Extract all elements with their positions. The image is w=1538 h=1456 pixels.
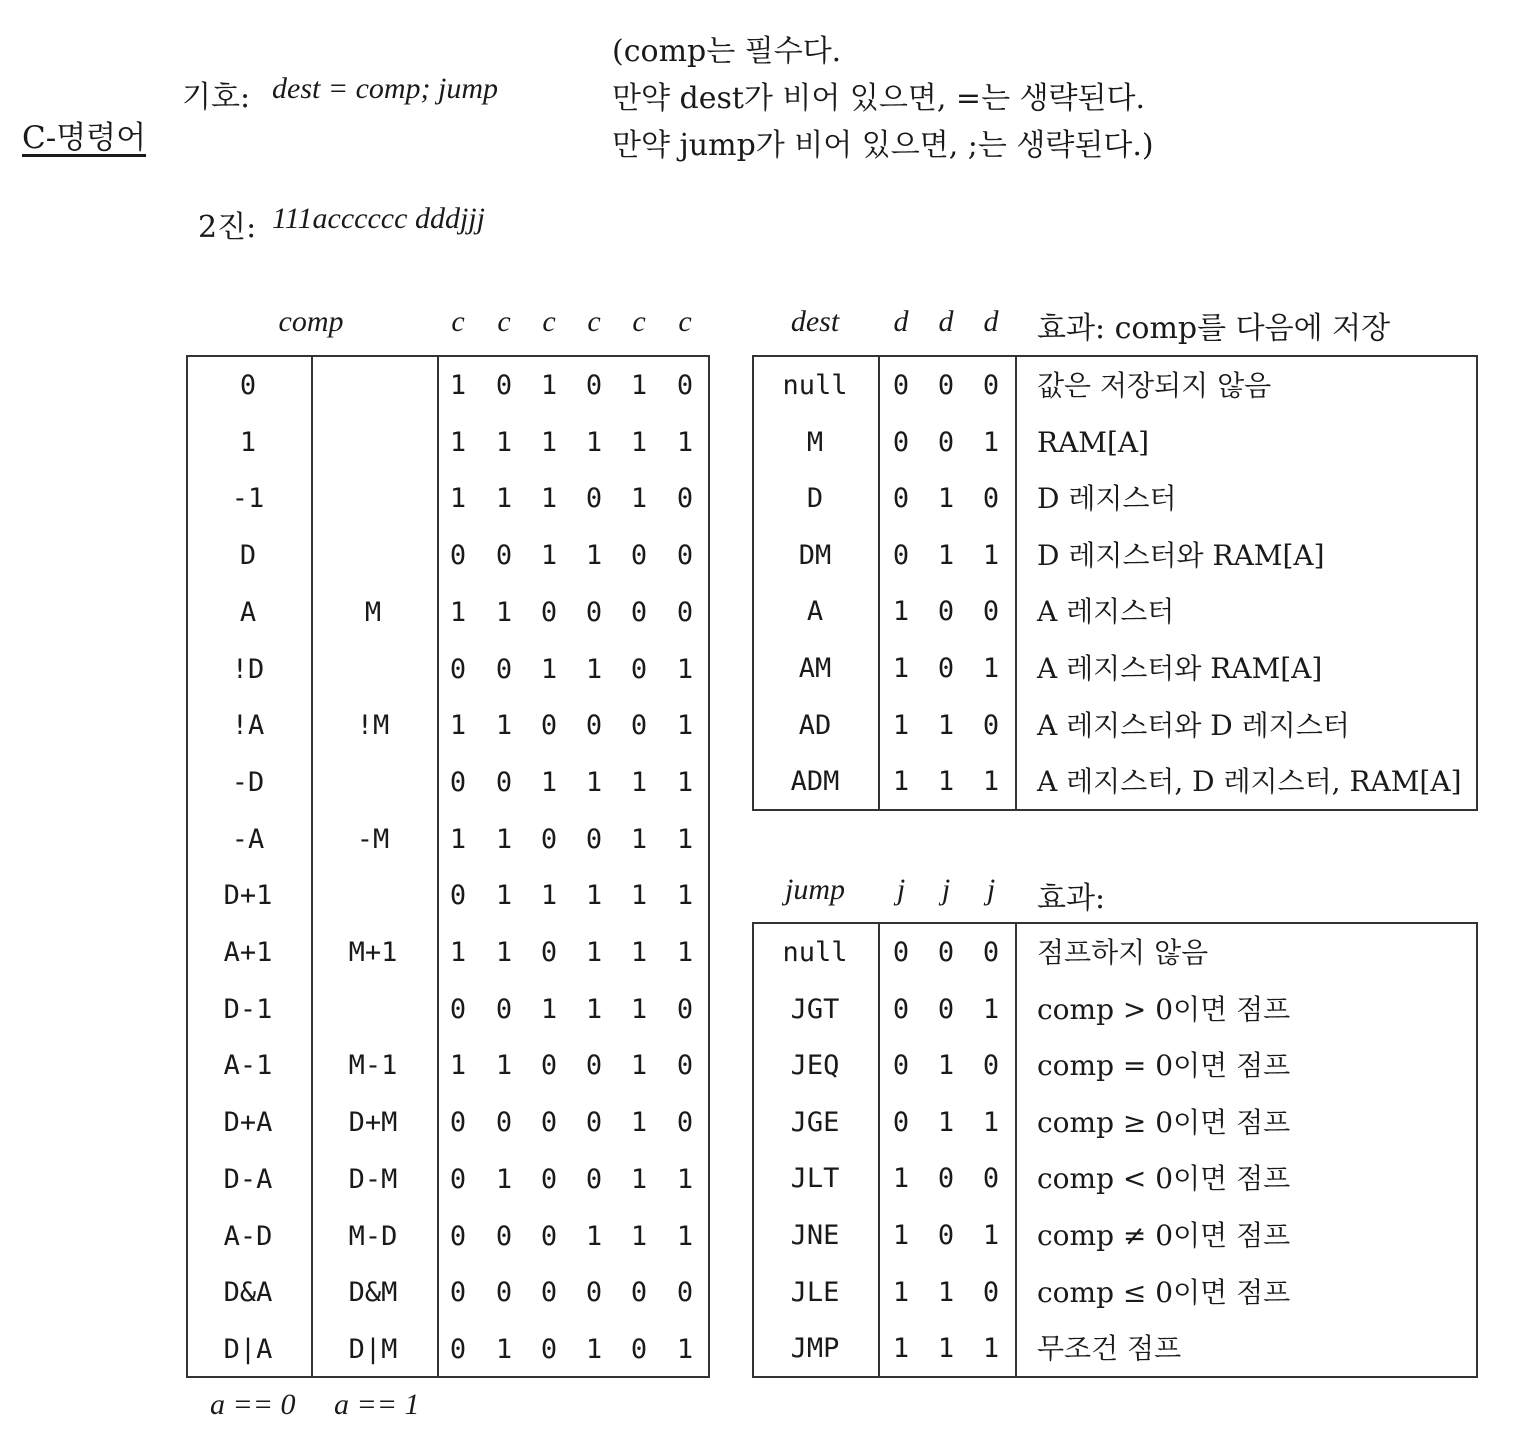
jump-bit-header: j: [941, 873, 951, 906]
comp-bit-cell: 0: [495, 540, 513, 572]
jump-bit-header: j: [986, 873, 996, 906]
comp-bit-cell: 1: [630, 880, 648, 912]
comp-bit-cell: 0: [676, 1277, 694, 1309]
comp-bit-cell: 1: [676, 766, 694, 798]
comp-bit-cell: 1: [630, 426, 648, 458]
jump-bit-cell: 0: [937, 993, 955, 1025]
comp-bit-cell: 1: [585, 540, 603, 572]
comp-bit-cell: 0: [449, 1277, 467, 1309]
comp-bit-cell: 0: [495, 370, 513, 401]
jump-name-cell: JGE: [790, 1106, 840, 1138]
comp-a1-cell: M: [364, 596, 382, 628]
dest-name-cell: ADM: [790, 766, 840, 798]
jump-effect-header: 효과:: [1037, 881, 1106, 916]
comp-bit-cell: 1: [630, 483, 648, 515]
jump-bit-cell: 0: [937, 937, 955, 968]
comp-bit-cell: 1: [449, 710, 467, 742]
jump-bit-cell: 1: [892, 1220, 910, 1251]
comp-bit-cell: 0: [585, 710, 603, 742]
comp-bit-cell: 0: [495, 993, 513, 1025]
comp-bit-cell: 0: [540, 1050, 558, 1082]
comp-a1-cell: D-M: [348, 1163, 398, 1195]
comp-bit-cell: 1: [495, 1333, 513, 1365]
comp-bit-cell: 1: [495, 426, 513, 458]
comp-bit-cell: 1: [630, 993, 648, 1025]
comp-bit-cell: 1: [676, 1333, 694, 1365]
comp-bit-cell: 0: [540, 1163, 558, 1195]
dest-effect-cell: D 레지스터: [1037, 482, 1177, 516]
comp-bit-cell: 1: [540, 483, 558, 515]
comp-a1-cell: M+1: [348, 937, 398, 968]
jump-bit-header: j: [896, 873, 906, 906]
comp-bit-cell: 0: [495, 653, 513, 685]
comp-a0-cell: D: [239, 540, 257, 572]
comp-bit-cell: 0: [630, 653, 648, 685]
comp-bit-cell: 1: [585, 937, 603, 968]
comp-a0-cell: -A: [231, 823, 265, 855]
jump-bit-cell: 1: [892, 1276, 910, 1308]
jump-effect-cell: comp ≤ 0이면 점프: [1037, 1275, 1291, 1309]
dest-bit-cell: 1: [937, 709, 955, 741]
comp-bit-cell: 0: [495, 766, 513, 798]
jump-bit-cell: 1: [892, 1333, 910, 1365]
symbolic-label: 기호:: [182, 80, 251, 115]
comp-divider-1: [311, 357, 313, 1376]
jump-effect-cell: comp > 0이면 점프: [1037, 992, 1291, 1026]
jump-bit-cell: 1: [982, 993, 1000, 1025]
comp-bit-header: c: [678, 305, 692, 338]
dest-bit-header: d: [983, 305, 999, 338]
comp-bit-cell: 0: [449, 1163, 467, 1195]
comp-bit-cell: 1: [585, 1333, 603, 1365]
comp-bit-cell: 0: [495, 1220, 513, 1252]
dest-bit-cell: 0: [982, 370, 1000, 401]
jump-effect-cell: comp ≠ 0이면 점프: [1037, 1219, 1291, 1252]
dest-bit-cell: 1: [982, 426, 1000, 458]
comp-bit-cell: 0: [540, 710, 558, 742]
comp-bit-cell: 0: [540, 1333, 558, 1365]
jump-bit-cell: 1: [937, 1276, 955, 1308]
dest-effect-cell: 값은 저장되지 않음: [1037, 369, 1272, 402]
dest-name-cell: M: [806, 426, 824, 458]
jump-name-cell: JEQ: [790, 1050, 840, 1082]
jump-bit-cell: 0: [892, 937, 910, 968]
comp-bit-cell: 1: [630, 766, 648, 798]
binary-label: 2진:: [198, 210, 257, 245]
comp-bit-cell: 1: [449, 483, 467, 515]
comp-bit-cell: 0: [676, 370, 694, 401]
comp-bit-cell: 1: [676, 1163, 694, 1195]
comp-bit-cell: 1: [495, 823, 513, 855]
dest-bit-cell: 1: [937, 483, 955, 515]
comp-a0-cell: 1: [239, 426, 257, 458]
comp-bit-cell: 1: [540, 370, 558, 401]
comp-bit-header: c: [542, 305, 556, 338]
comp-bit-cell: 1: [676, 653, 694, 685]
jump-name-cell: JNE: [790, 1220, 840, 1251]
comp-bit-cell: 0: [449, 1107, 467, 1139]
comp-bit-cell: 1: [676, 710, 694, 742]
jump-divider-2: [1015, 924, 1017, 1376]
comp-bit-cell: 1: [449, 937, 467, 968]
comp-a1-cell: -M: [356, 823, 390, 855]
comp-bit-cell: 1: [449, 370, 467, 401]
dest-effect-cell: A 레지스터: [1037, 595, 1175, 629]
comp-bit-cell: 0: [676, 1107, 694, 1139]
dest-effect-header: 효과: comp를 다음에 저장: [1037, 311, 1391, 346]
note-line-1: (comp는 필수다.: [612, 34, 842, 69]
jump-bit-cell: 0: [982, 1050, 1000, 1082]
jump-effect-cell: 무조건 점프: [1037, 1332, 1182, 1366]
comp-bit-cell: 1: [630, 370, 648, 401]
comp-a1-cell: M-1: [348, 1050, 398, 1082]
jump-bit-cell: 0: [982, 1163, 1000, 1195]
comp-bit-cell: 1: [630, 1050, 648, 1082]
comp-bit-header: c: [451, 305, 465, 338]
comp-bit-cell: 1: [676, 1220, 694, 1252]
dest-name-cell: null: [782, 370, 848, 401]
jump-header: jump: [785, 873, 845, 906]
comp-bit-cell: 0: [585, 1050, 603, 1082]
dest-bit-cell: 1: [937, 539, 955, 571]
comp-bit-cell: 1: [585, 653, 603, 685]
comp-bit-cell: 1: [540, 426, 558, 458]
comp-bit-cell: 1: [585, 426, 603, 458]
dest-name-cell: D: [806, 483, 824, 515]
comp-bit-cell: 0: [585, 483, 603, 515]
comp-a1-cell: D&M: [348, 1277, 398, 1309]
comp-bit-cell: 0: [449, 653, 467, 685]
comp-bit-cell: 0: [585, 823, 603, 855]
comp-a0-cell: D+A: [223, 1107, 273, 1139]
comp-bit-cell: 0: [585, 370, 603, 401]
comp-bit-cell: 1: [495, 1163, 513, 1195]
comp-bit-cell: 0: [585, 1107, 603, 1139]
comp-bit-cell: 1: [585, 993, 603, 1025]
comp-a1-cell: D|M: [348, 1333, 398, 1365]
dest-bit-cell: 0: [982, 483, 1000, 515]
comp-a0-cell: -1: [231, 483, 265, 515]
dest-bit-header: d: [893, 305, 909, 338]
jump-bit-cell: 0: [982, 937, 1000, 968]
comp-bit-cell: 1: [495, 937, 513, 968]
jump-bit-cell: 0: [937, 1220, 955, 1251]
dest-bit-cell: 0: [982, 596, 1000, 628]
jump-bit-cell: 1: [937, 1106, 955, 1138]
dest-bit-cell: 1: [892, 596, 910, 628]
comp-bit-cell: 0: [495, 1277, 513, 1309]
comp-bit-cell: 1: [495, 1050, 513, 1082]
footer-a0: a == 0: [210, 1388, 296, 1421]
dest-divider-1: [878, 357, 880, 809]
note-line-3: 만약 jump가 비어 있으면, ;는 생략된다.): [612, 128, 1154, 163]
comp-a0-cell: !D: [231, 653, 265, 685]
comp-bit-cell: 0: [630, 710, 648, 742]
comp-bit-cell: 1: [585, 766, 603, 798]
jump-bit-cell: 1: [937, 1333, 955, 1365]
comp-bit-cell: 0: [449, 540, 467, 572]
comp-a0-cell: A-D: [223, 1220, 273, 1252]
comp-bit-cell: 0: [540, 1220, 558, 1252]
dest-effect-cell: A 레지스터와 D 레지스터: [1037, 708, 1350, 742]
comp-bit-cell: 0: [540, 937, 558, 968]
dest-effect-cell: A 레지스터, D 레지스터, RAM[A]: [1037, 765, 1462, 799]
jump-divider-1: [878, 924, 880, 1376]
comp-a0-cell: D|A: [223, 1333, 273, 1365]
dest-bit-cell: 1: [982, 539, 1000, 571]
comp-bit-cell: 1: [495, 710, 513, 742]
dest-bit-cell: 1: [892, 766, 910, 798]
comp-a0-cell: A+1: [223, 937, 273, 968]
comp-bit-cell: 1: [630, 823, 648, 855]
jump-name-cell: JLE: [790, 1276, 840, 1308]
comp-bit-cell: 1: [676, 426, 694, 458]
comp-a0-cell: D-A: [223, 1163, 273, 1195]
comp-a0-cell: D+1: [223, 880, 273, 912]
dest-name-cell: AM: [798, 653, 832, 684]
comp-bit-cell: 0: [630, 540, 648, 572]
comp-bit-cell: 1: [676, 880, 694, 912]
jump-bit-cell: 1: [982, 1220, 1000, 1251]
dest-effect-cell: D 레지스터와 RAM[A]: [1037, 538, 1325, 572]
comp-bit-cell: 1: [540, 766, 558, 798]
comp-bit-cell: 1: [585, 1220, 603, 1252]
dest-header: dest: [790, 305, 840, 338]
section-title: C-명령어: [22, 120, 147, 156]
comp-bit-cell: 0: [449, 880, 467, 912]
comp-bit-cell: 1: [676, 937, 694, 968]
dest-bit-header: d: [938, 305, 954, 338]
comp-bit-cell: 0: [630, 1333, 648, 1365]
comp-bit-header: c: [497, 305, 511, 338]
comp-bit-cell: 0: [540, 1107, 558, 1139]
comp-bit-header: c: [632, 305, 646, 338]
comp-a1-cell: M-D: [348, 1220, 398, 1252]
comp-bit-cell: 1: [630, 1163, 648, 1195]
dest-bit-cell: 0: [892, 426, 910, 458]
jump-bit-cell: 0: [892, 1050, 910, 1082]
comp-bit-cell: 0: [585, 596, 603, 628]
dest-bit-cell: 0: [982, 709, 1000, 741]
comp-a0-cell: D&A: [223, 1277, 273, 1309]
dest-bit-cell: 1: [892, 709, 910, 741]
comp-bit-cell: 0: [630, 1277, 648, 1309]
comp-bit-cell: 1: [449, 823, 467, 855]
jump-bit-cell: 1: [937, 1050, 955, 1082]
jump-bit-cell: 0: [892, 1106, 910, 1138]
comp-a0-cell: !A: [231, 710, 265, 742]
comp-bit-cell: 0: [540, 596, 558, 628]
jump-bit-cell: 0: [982, 1276, 1000, 1308]
jump-bit-cell: 0: [937, 1163, 955, 1195]
comp-bit-cell: 0: [630, 596, 648, 628]
comp-bit-cell: 1: [449, 426, 467, 458]
jump-bit-cell: 1: [892, 1163, 910, 1195]
jump-effect-cell: 점프하지 않음: [1037, 936, 1209, 969]
comp-a1-cell: !M: [356, 710, 390, 742]
note-line-2: 만약 dest가 비어 있으면, =는 생략된다.: [612, 81, 1146, 116]
comp-a0-cell: A: [239, 596, 257, 628]
jump-name-cell: JMP: [790, 1333, 840, 1365]
comp-a0-cell: 0: [239, 370, 257, 401]
comp-bit-cell: 1: [630, 937, 648, 968]
comp-bit-cell: 1: [585, 880, 603, 912]
comp-bit-cell: 0: [449, 993, 467, 1025]
comp-bit-cell: 1: [495, 880, 513, 912]
comp-bit-cell: 1: [630, 1220, 648, 1252]
comp-a0-cell: -D: [231, 766, 265, 798]
dest-divider-2: [1015, 357, 1017, 809]
dest-bit-cell: 1: [937, 766, 955, 798]
comp-bit-cell: 0: [540, 823, 558, 855]
comp-bit-cell: 0: [585, 1163, 603, 1195]
dest-name-cell: AD: [798, 709, 832, 741]
jump-name-cell: JLT: [790, 1163, 840, 1195]
dest-bit-cell: 0: [937, 370, 955, 401]
jump-name-cell: null: [782, 937, 848, 968]
footer-a1: a == 1: [334, 1388, 420, 1421]
dest-bit-cell: 0: [892, 483, 910, 515]
comp-bit-cell: 1: [495, 483, 513, 515]
comp-bit-cell: 0: [540, 1277, 558, 1309]
comp-bit-cell: 0: [676, 993, 694, 1025]
comp-bit-header: c: [587, 305, 601, 338]
comp-bit-cell: 1: [540, 653, 558, 685]
comp-bit-cell: 0: [495, 1107, 513, 1139]
comp-bit-cell: 1: [540, 540, 558, 572]
comp-bit-cell: 0: [449, 766, 467, 798]
comp-a1-cell: D+M: [348, 1107, 398, 1139]
jump-effect-cell: comp = 0이면 점프: [1037, 1049, 1291, 1083]
dest-bit-cell: 0: [937, 596, 955, 628]
dest-bit-cell: 0: [892, 539, 910, 571]
jump-bit-cell: 1: [982, 1106, 1000, 1138]
comp-bit-cell: 1: [540, 880, 558, 912]
dest-bit-cell: 0: [892, 370, 910, 401]
jump-bit-cell: 1: [982, 1333, 1000, 1365]
comp-divider-2: [437, 357, 439, 1376]
dest-bit-cell: 1: [982, 766, 1000, 798]
dest-bit-cell: 0: [937, 653, 955, 684]
dest-effect-cell: RAM[A]: [1037, 425, 1150, 459]
comp-a0-cell: A-1: [223, 1050, 273, 1082]
comp-bit-cell: 1: [676, 823, 694, 855]
binary-format: 111acccccc dddjjj: [272, 202, 485, 235]
comp-bit-cell: 0: [676, 1050, 694, 1082]
dest-effect-cell: A 레지스터와 RAM[A]: [1037, 652, 1323, 685]
jump-name-cell: JGT: [790, 993, 840, 1025]
comp-bit-cell: 1: [630, 1107, 648, 1139]
comp-bit-cell: 0: [676, 596, 694, 628]
dest-name-cell: A: [806, 596, 824, 628]
comp-bit-cell: 0: [676, 483, 694, 515]
comp-header: comp: [278, 305, 344, 338]
comp-bit-cell: 0: [585, 1277, 603, 1309]
comp-bit-cell: 1: [449, 596, 467, 628]
jump-bit-cell: 0: [892, 993, 910, 1025]
comp-bit-cell: 1: [495, 596, 513, 628]
dest-bit-cell: 0: [937, 426, 955, 458]
dest-name-cell: DM: [798, 539, 832, 571]
jump-effect-cell: comp ≥ 0이면 점프: [1037, 1105, 1291, 1139]
comp-bit-cell: 1: [449, 1050, 467, 1082]
symbolic-syntax: dest = comp; jump: [272, 72, 499, 105]
dest-bit-cell: 1: [982, 653, 1000, 684]
jump-effect-cell: comp < 0이면 점프: [1037, 1162, 1291, 1196]
comp-bit-cell: 0: [449, 1333, 467, 1365]
comp-bit-cell: 0: [676, 540, 694, 572]
comp-a0-cell: D-1: [223, 993, 273, 1025]
comp-bit-cell: 0: [449, 1220, 467, 1252]
dest-bit-cell: 1: [892, 653, 910, 684]
comp-bit-cell: 1: [540, 993, 558, 1025]
